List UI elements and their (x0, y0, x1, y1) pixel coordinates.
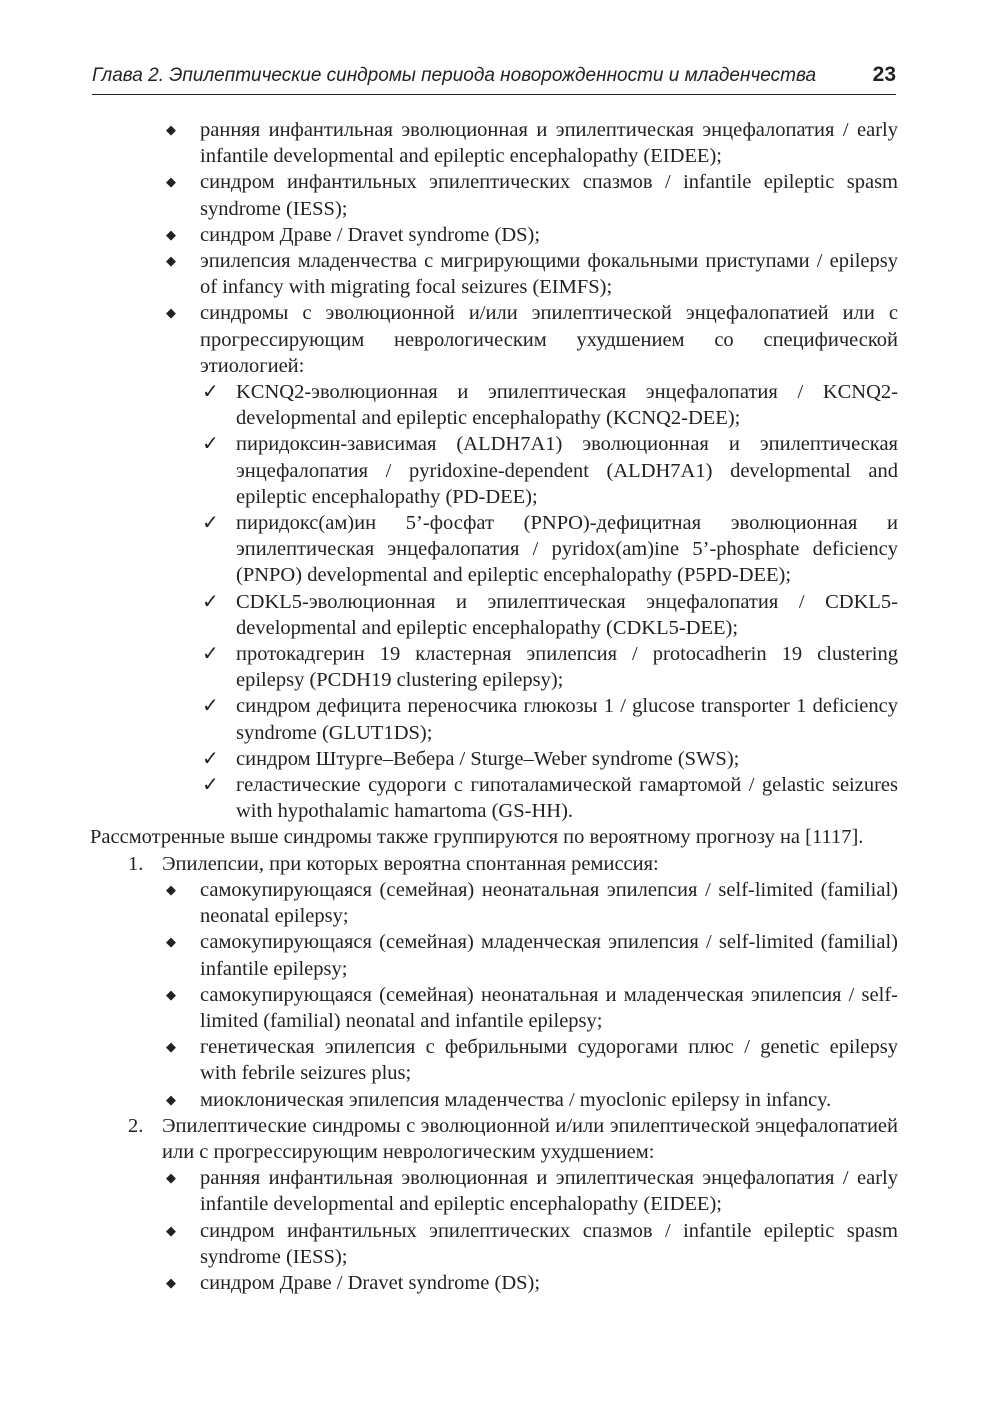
bullet-icon: ◆ (166, 934, 176, 950)
list-item (162, 982, 898, 1034)
bullet-icon: ◆ (166, 305, 176, 321)
check-item (90, 589, 898, 641)
list-item (162, 1165, 898, 1217)
bullet-icon: ◆ (166, 1170, 176, 1186)
bullet-icon: ◆ (166, 253, 176, 269)
list-item (90, 300, 898, 379)
list-item (162, 1034, 898, 1086)
list-item-text: синдром Драве / Dravet syndrome (DS); (200, 1271, 541, 1294)
bullet-icon: ◆ (166, 1039, 176, 1055)
list-item-text: синдром инфантильных эпилептических спазмов / infantile epileptic spasm syndrome (IESS); (200, 171, 898, 220)
list-item-text: генетическая эпилепсия с фебрильными судорогами плюс / genetic epilepsy with febrile seizures plus; (200, 1036, 898, 1085)
checkmark-icon: ✓ (202, 774, 219, 797)
list-item (162, 929, 898, 981)
check-item (90, 510, 898, 589)
bullet-icon: ◆ (166, 122, 176, 137)
check-item-text: протокадгерин 19 кластерная эпилепсия / protocadherin 19 clustering epilepsy (PCDH19 clustering epilepsy); (236, 643, 898, 692)
numbered-item (90, 1113, 898, 1296)
page-number: 23 (872, 63, 896, 86)
list-item-text: самокупирующаяся (семейная) неонатальная и младенческая эпилепсия / self-limited (familial) neonatal and infantile epilepsy; (200, 983, 898, 1032)
list-item-text: синдром Драве / Dravet syndrome (DS); (200, 223, 541, 246)
check-item (90, 772, 898, 824)
check-item-text: геластические судороги с гипоталамической гамартомой / gelastic seizures with hypothalamic hamartoma (GS-HH). (236, 774, 898, 823)
list-item-text: синдромы с эволюционной и/или эпилептической энцефалопатией или с прогрессирующим неврологическим ухудшением со специфической этиологией: (200, 302, 898, 377)
check-item-text: синдром Штурге–Вебера / Sturge–Weber syndrome (SWS); (236, 747, 740, 770)
check-item (90, 746, 898, 772)
list-item-text: ранняя инфантильная эволюционная и эпилептическая энцефалопатия / early infantile developmental and epileptic encephalopathy (EIDEE); (200, 119, 898, 168)
list-item (162, 1270, 898, 1296)
bullet-icon: ◆ (166, 1274, 176, 1290)
check-item-text: синдром дефицита переносчика глюкозы 1 / glucose transporter 1 deficiency syndrome (GLUT1DS); (236, 695, 898, 744)
bullet-icon: ◆ (166, 1222, 176, 1238)
list-item (162, 877, 898, 929)
checkmark-icon: ✓ (202, 381, 219, 404)
list-item (90, 222, 898, 248)
list-item (162, 1087, 898, 1113)
chapter-title: Глава 2. Эпилептические синдромы периода новорожденности и младенчества (92, 65, 817, 86)
checkmark-icon: ✓ (202, 512, 219, 535)
bullet-icon: ◆ (166, 986, 176, 1002)
item-number: 2. (128, 1114, 144, 1137)
check-item-text: CDKL5-эволюционная и эпилептическая энцефалопатия / CDKL5-developmental and epileptic encephalopathy (CDKL5-DEE); (236, 590, 898, 639)
list-item-text: эпилепсия младенчества с мигрирующими фокальными приступами / epilepsy of infancy with migrating focal seizures (EIMFS); (200, 250, 898, 299)
encephalopathy-bullet-list (162, 1165, 898, 1296)
list-item (90, 169, 898, 221)
checkmark-icon: ✓ (202, 433, 219, 456)
check-item-text: KCNQ2-эволюционная и эпилептическая энцефалопатия / KCNQ2-developmental and epileptic encephalopathy (KCNQ2-DEE); (236, 381, 898, 430)
item-number: 1. (128, 852, 144, 875)
check-item (90, 431, 898, 510)
list-item-text: самокупирующаяся (семейная) неонатальная эпилепсия / self-limited (familial) neonatal epilepsy; (200, 878, 898, 928)
check-item (90, 379, 898, 431)
running-header (92, 62, 896, 95)
check-item-text: пиридоксин-зависимая (ALDH7A1) эволюционная и эпилептическая энцефалопатия / pyridoxine-dependent (ALDH7A1) developmental and epileptic encephalopathy (PD-DEE); (236, 433, 898, 508)
prognosis-numbered-list (90, 851, 898, 1296)
checkmark-icon: ✓ (202, 643, 219, 666)
numbered-item (90, 851, 898, 1113)
bullet-icon: ◆ (166, 881, 176, 897)
remission-bullet-list (162, 877, 898, 1113)
list-item (162, 1218, 898, 1270)
numbered-item-title: Эпилептические синдромы с эволюционной и/или эпилептической энцефалопатией или с прогрессирующим неврологическим ухудшением: (162, 1114, 898, 1163)
list-item-text: ранняя инфантильная эволюционная и эпилептическая энцефалопатия / early infantile developmental and epileptic encephalopathy (EIDEE); (200, 1167, 898, 1216)
list-item-text: самокупирующаяся (семейная) младенческая эпилепсия / self-limited (familial) infantile epilepsy; (200, 931, 898, 980)
bullet-icon: ◆ (166, 226, 176, 242)
check-item (90, 693, 898, 745)
syndrome-bullet-list (90, 117, 898, 379)
list-item-text: синдром инфантильных эпилептических спазмов / infantile epileptic spasm syndrome (IESS); (200, 1219, 898, 1268)
checkmark-icon: ✓ (202, 747, 219, 770)
prognosis-paragraph: Рассмотренные выше синдромы также группируются по вероятному прогнозу на [1117]. (90, 826, 864, 849)
list-item-text: миоклоническая эпилепсия младенчества / myoclonic epilepsy in infancy. (200, 1088, 832, 1111)
bullet-icon: ◆ (166, 1091, 176, 1107)
checkmark-icon: ✓ (202, 590, 219, 613)
etiology-checklist (90, 379, 898, 824)
bullet-icon: ◆ (166, 174, 176, 190)
check-item (90, 641, 898, 693)
list-item (90, 117, 898, 169)
page-body (90, 117, 898, 1296)
checkmark-icon: ✓ (202, 695, 219, 718)
list-item (90, 248, 898, 300)
numbered-item-title: Эпилепсии, при которых вероятна спонтанная ремиссия: (162, 852, 659, 875)
check-item-text: пиридокс(ам)ин 5’-фосфат (PNPO)-дефицитная эволюционная и эпилептическая энцефалопатия / pyridox(am)ine 5’-phosphate deficiency (PNPO) developmental and epileptic encephalopathy (P5PD-DEE); (236, 512, 898, 587)
